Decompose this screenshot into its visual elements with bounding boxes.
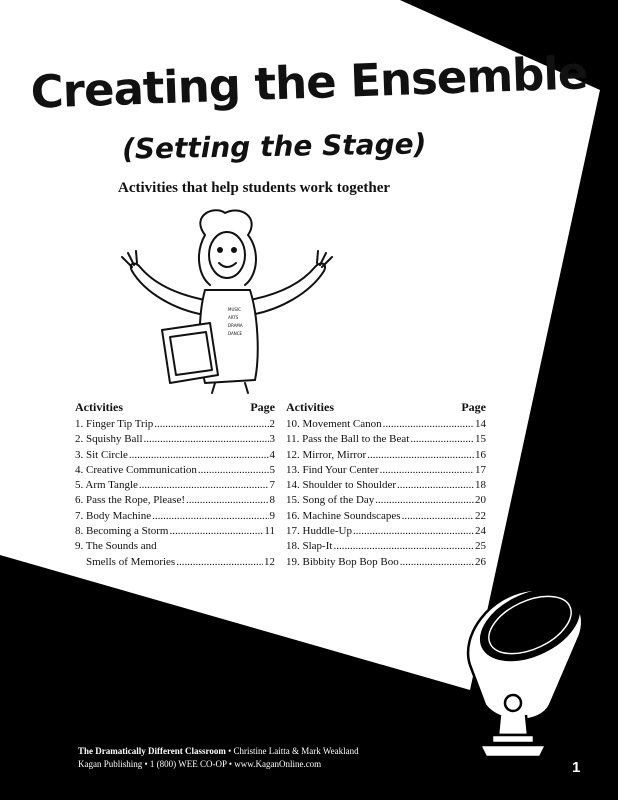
toc-item-label: 19. Bibbity Bop Bop Boo — [286, 555, 399, 568]
toc-item — [286, 539, 486, 554]
toc-item-label: 10. Movement Canon — [286, 418, 382, 430]
toc-item — [75, 524, 275, 539]
toc-item-page: 12 — [264, 555, 275, 568]
toc-item-page: 17 — [475, 463, 486, 476]
toc-header-page: Page — [250, 400, 275, 414]
toc-item-label: 17. Huddle-Up — [286, 525, 352, 538]
toc-item-page: 24 — [475, 525, 486, 538]
toc-header — [75, 400, 275, 415]
toc-item-page: 15 — [475, 433, 486, 446]
page-number: 1 — [572, 759, 581, 776]
toc-item-page: 14 — [475, 418, 486, 430]
toc-item-label: 15. Song of the Day — [286, 494, 375, 507]
toc-item-label: 9. The Sounds and — [75, 540, 157, 553]
toc-item-label: 4. Creative Communication — [75, 463, 197, 476]
toc-item-label: 1. Finger Tip Trip — [75, 418, 154, 430]
toc-item-label: 8. Becoming a Storm — [75, 525, 169, 538]
toc-item — [75, 539, 275, 570]
toc-item — [75, 478, 275, 493]
toc-item-page: 18 — [475, 479, 486, 492]
toc-item-page: 2 — [269, 418, 275, 430]
toc-item — [75, 509, 275, 524]
toc-item — [286, 555, 486, 570]
toc-item-page: 20 — [475, 494, 486, 507]
toc-item-page: 9 — [269, 509, 275, 522]
toc-item-page: 7 — [269, 479, 275, 492]
shirt-label: ARTS — [228, 315, 239, 320]
toc-item-label-continued: Smells of Memories — [86, 555, 176, 568]
toc-item — [75, 448, 275, 463]
toc-item-page: 16 — [475, 448, 486, 461]
shirt-label: MUSIC — [228, 307, 241, 312]
toc-header — [286, 400, 486, 415]
toc-item-page: 4 — [269, 448, 275, 461]
toc-column-left — [75, 400, 275, 570]
toc-item — [286, 448, 486, 463]
toc-item — [286, 417, 486, 432]
toc-item — [75, 493, 275, 508]
page-title: Creating the Ensemble — [29, 46, 589, 119]
toc-item-label: 7. Body Machine — [75, 509, 152, 522]
footer-authors: • Christine Laitta & Mark Weakland — [225, 746, 359, 756]
toc-item — [286, 524, 486, 539]
toc-item — [75, 432, 275, 447]
toc-header-activities: Activities — [286, 400, 334, 414]
toc-item-label: 14. Shoulder to Shoulder — [286, 479, 396, 492]
toc-item-label: 5. Arm Tangle — [75, 479, 138, 492]
shirt-label: DANCE — [228, 331, 243, 336]
toc-item-page: 11 — [264, 525, 275, 538]
toc-item-label: 12. Mirror, Mirror — [286, 448, 367, 461]
toc-item-page: 3 — [269, 433, 275, 446]
toc-item-label: 6. Pass the Rope, Please! — [75, 494, 185, 507]
performer-illustration — [110, 205, 340, 395]
toc-item-label: 11. Pass the Ball to the Beat — [286, 433, 410, 446]
toc-item-label: 16. Machine Soundscapes — [286, 509, 401, 522]
footer-book-title: The Dramatically Different Classroom — [78, 746, 226, 756]
toc-item — [75, 463, 275, 478]
page-subtitle: (Setting the Stage) — [121, 127, 427, 166]
toc-item-label: 2. Squishy Ball — [75, 433, 143, 446]
toc-column-right — [286, 400, 486, 570]
toc-item — [286, 463, 486, 478]
toc-header-activities: Activities — [75, 400, 123, 414]
toc-item-label: 18. Slap-It — [286, 540, 333, 553]
toc-item — [286, 493, 486, 508]
spotlight-lamp-icon — [440, 585, 600, 760]
toc-item-page: 8 — [269, 494, 275, 507]
footer-publisher: Kagan Publishing • 1 (800) WEE CO-OP • www.KaganOnline.com — [78, 759, 322, 769]
toc-item — [286, 509, 486, 524]
toc-item-page: 26 — [475, 555, 486, 568]
toc-item-page: 25 — [475, 540, 486, 553]
toc-header-page: Page — [461, 400, 486, 414]
toc-item — [286, 432, 486, 447]
footer — [78, 745, 359, 771]
toc-item-page: 22 — [475, 509, 486, 522]
tagline: Activities that help students work together — [118, 180, 391, 196]
toc-item — [286, 478, 486, 493]
toc-item — [75, 417, 275, 432]
toc-item-label: 3. Sit Circle — [75, 448, 128, 461]
toc-item-label: 13. Find Your Center — [286, 463, 379, 476]
toc-item-page: 5 — [269, 463, 275, 476]
shirt-label: DRAMA — [228, 323, 243, 328]
